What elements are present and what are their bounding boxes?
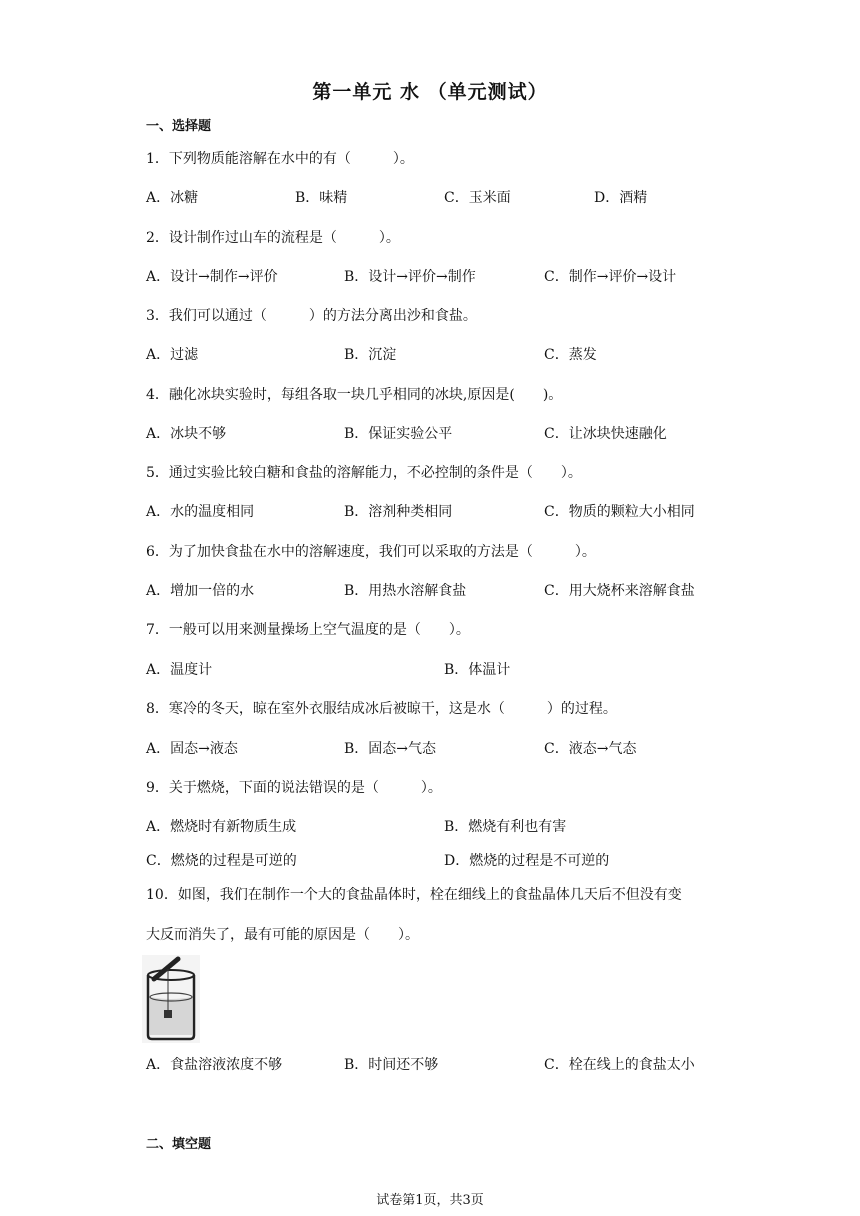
option-9d: D．燃烧的过程是不可逆的 xyxy=(444,853,610,869)
question-10: 10．如图，我们在制作一个大的食盐晶体时，栓在细线上的食盐晶体几天后不但没有变 xyxy=(146,887,682,903)
question-2: 2．设计制作过山车的流程是（ ）。 xyxy=(146,230,400,246)
question-4: 4．融化冰块实验时，每组各取一块几乎相同的冰块,原因是( )。 xyxy=(146,387,563,403)
option-3b: B．沉淀 xyxy=(344,347,397,363)
option-8c: C．液态→气态 xyxy=(544,741,637,757)
option-9a: A．燃烧时有新物质生成 xyxy=(146,819,297,835)
question-6: 6．为了加快食盐在水中的溶解速度，我们可以采取的方法是（ ）。 xyxy=(146,544,596,560)
option-7a: A．温度计 xyxy=(146,662,213,678)
option-5a: A．水的温度相同 xyxy=(146,504,255,520)
option-1a: A．冰糖 xyxy=(146,190,199,206)
option-9b: B．燃烧有利也有害 xyxy=(444,819,567,835)
option-8a: A．固态→液态 xyxy=(146,741,238,757)
option-4a: A．冰块不够 xyxy=(146,426,227,442)
beaker-with-crystal-icon xyxy=(142,955,200,1043)
page-footer: 试卷第1页，共3页 xyxy=(376,1193,484,1208)
option-6c: C．用大烧杯来溶解食盐 xyxy=(544,583,695,599)
question-3: 3．我们可以通过（ ）的方法分离出沙和食盐。 xyxy=(146,308,477,324)
option-3c: C．蒸发 xyxy=(544,347,597,363)
page-title: 第一单元 水 （单元测试） xyxy=(312,81,548,103)
option-5b: B．溶剂种类相同 xyxy=(344,504,453,520)
option-3a: A．过滤 xyxy=(146,347,199,363)
question-10-continued: 大反而消失了，最有可能的原因是（ ）。 xyxy=(146,927,419,943)
option-10c: C．栓在线上的食盐太小 xyxy=(544,1057,695,1073)
question-1: 1．下列物质能溶解在水中的有（ ）。 xyxy=(146,151,414,167)
section-heading-choice: 一、选择题 xyxy=(146,119,212,134)
option-5c: C．物质的颗粒大小相同 xyxy=(544,504,695,520)
option-10a: A．食盐溶液浓度不够 xyxy=(146,1057,283,1073)
option-2a: A．设计→制作→评价 xyxy=(146,269,278,285)
section-heading-fill-in: 二、填空题 xyxy=(146,1137,212,1152)
option-10b: B．时间还不够 xyxy=(344,1057,439,1073)
option-6b: B．用热水溶解食盐 xyxy=(344,583,467,599)
question-8: 8．寒冷的冬天，晾在室外衣服结成冰后被晾干，这是水（ ）的过程。 xyxy=(146,701,617,717)
option-6a: A．增加一倍的水 xyxy=(146,583,255,599)
option-7b: B．体温计 xyxy=(444,662,511,678)
option-8b: B．固态→气态 xyxy=(344,741,437,757)
option-1d: D．酒精 xyxy=(594,190,648,206)
option-1c: C．玉米面 xyxy=(444,190,511,206)
question-9: 9．关于燃烧，下面的说法错误的是（ ）。 xyxy=(146,780,442,796)
option-4b: B．保证实验公平 xyxy=(344,426,453,442)
option-2b: B．设计→评价→制作 xyxy=(344,269,476,285)
question-7: 7．一般可以用来测量操场上空气温度的是（ ）。 xyxy=(146,622,470,638)
question-5: 5．通过实验比较白糖和食盐的溶解能力，不必控制的条件是（ ）。 xyxy=(146,465,582,481)
option-9c: C．燃烧的过程是可逆的 xyxy=(146,853,297,869)
option-1b: B．味精 xyxy=(295,190,348,206)
option-2c: C．制作→评价→设计 xyxy=(544,269,677,285)
option-4c: C．让冰块快速融化 xyxy=(544,426,667,442)
